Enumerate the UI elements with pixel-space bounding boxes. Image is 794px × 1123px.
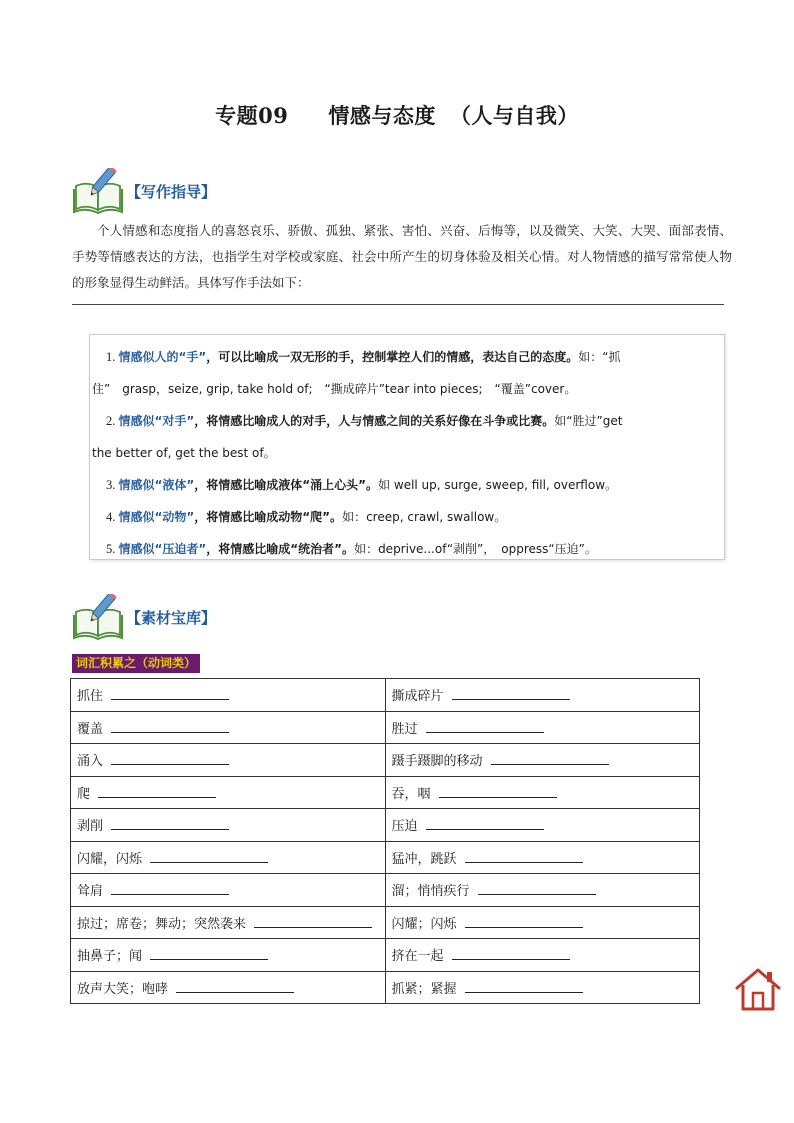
vocab-term: 抓住 xyxy=(77,689,104,705)
table-row xyxy=(71,776,700,809)
vocab-cell xyxy=(71,906,386,939)
vocab-term: 撕成碎片 xyxy=(391,689,444,705)
method-list xyxy=(89,334,725,560)
vocab-cell xyxy=(71,744,386,777)
title-name: 情感与态度 xyxy=(328,103,436,128)
method-item-4: 4. 情感似“动物”，将情感比喻成动物“爬”。如：creep, crawl, swallow。 xyxy=(106,510,507,524)
answer-blank[interactable] xyxy=(465,981,583,993)
table-row xyxy=(71,906,700,939)
method-item-1-cont: 住” grasp，seize, grip, take hold of; “撕成碎片”tear into pieces; “覆盖”cover。 xyxy=(92,382,577,396)
method-3-desc: ，将情感比喻成液体“涌上心头”。 xyxy=(194,478,379,492)
answer-blank[interactable] xyxy=(491,753,609,765)
answer-blank[interactable] xyxy=(111,753,229,765)
method-2-tail: 如“胜过”get xyxy=(554,414,623,428)
vocab-term: 蹑手蹑脚的移动 xyxy=(391,754,483,770)
answer-blank[interactable] xyxy=(254,916,372,928)
intro-paragraph: 个人情感和态度指人的喜怒哀乐、骄傲、孤独、紧张、害怕、兴奋、后悔等，以及微笑、大笑、大哭、面部表情、手势等情感表达的方法，也指学生对学校或家庭、社会中所产生的切身体验及相关心情。对人物情感的描写常常使人物的形象显得生动鲜活。具体写作手法如下： xyxy=(72,223,732,290)
answer-blank[interactable] xyxy=(111,721,229,733)
vocab-cell xyxy=(71,971,386,1004)
vocab-term: 爬 xyxy=(77,786,91,802)
vocab-term: 吞，咽 xyxy=(391,786,431,802)
vocab-cell xyxy=(385,906,700,939)
home-icon[interactable] xyxy=(734,966,782,1012)
answer-blank[interactable] xyxy=(465,851,583,863)
vocab-term: 闪耀，闪烁 xyxy=(77,851,143,867)
method-5-desc: ，将情感比喻成“统治者”。 xyxy=(206,542,355,556)
answer-blank[interactable] xyxy=(150,948,268,960)
vocab-table xyxy=(70,678,700,1004)
vocab-term: 溜；悄悄疾行 xyxy=(391,884,470,900)
section-guide-label: 【写作指导】 xyxy=(126,183,217,201)
method-1-desc: ，可以比喻成一双无形的手，控制掌控人们的情感，表达自己的态度。 xyxy=(206,350,579,364)
answer-blank[interactable] xyxy=(150,851,268,863)
method-1-tail: 如：“抓 xyxy=(578,350,621,364)
divider xyxy=(72,304,724,305)
vocab-category-tag: 词汇积累之（动词类） xyxy=(72,654,200,673)
vocab-cell xyxy=(385,776,700,809)
method-4-desc: ，将情感比喻成动物“爬”。 xyxy=(194,510,343,524)
method-5-head: 情感似“压迫者” xyxy=(118,542,207,556)
vocab-term: 剥削 xyxy=(77,819,104,835)
vocab-term: 涌入 xyxy=(77,754,104,770)
method-item-2: 2. 情感似“对手”，将情感比喻成人的对手，人与情感之间的关系好像在斗争或比赛。如“胜过”get xyxy=(106,414,623,428)
table-row xyxy=(71,939,700,972)
method-1-head: 情感似人的“手” xyxy=(118,350,207,364)
vocab-cell xyxy=(385,841,700,874)
vocab-term: 胜过 xyxy=(391,721,418,737)
vocab-term: 耸肩 xyxy=(77,884,104,900)
section-guide-header xyxy=(72,166,216,214)
method-3-head: 情感似“液体” xyxy=(118,478,195,492)
method-4-head: 情感似“动物” xyxy=(118,510,195,524)
vocab-cell xyxy=(71,874,386,907)
answer-blank[interactable] xyxy=(111,883,229,895)
vocab-cell xyxy=(385,971,700,1004)
vocab-cell xyxy=(385,874,700,907)
page-title xyxy=(0,100,794,130)
answer-blank[interactable] xyxy=(452,948,570,960)
method-item-1: 1. 情感似人的“手”，可以比喻成一双无形的手，控制掌控人们的情感，表达自己的态度。如：“抓 xyxy=(106,350,621,364)
answer-blank[interactable] xyxy=(452,688,570,700)
vocab-term: 放声大笑；咆哮 xyxy=(77,981,169,997)
vocab-cell xyxy=(385,744,700,777)
answer-blank[interactable] xyxy=(426,721,544,733)
vocab-cell xyxy=(71,776,386,809)
vocab-cell xyxy=(71,679,386,712)
vocab-cell xyxy=(71,841,386,874)
method-2-desc: ，将情感比喻成人的对手，人与情感之间的关系好像在斗争或比赛。 xyxy=(194,414,555,428)
table-row xyxy=(71,809,700,842)
title-sub: （人与自我） xyxy=(449,103,579,128)
vocab-term: 猛冲，跳跃 xyxy=(391,851,457,867)
vocab-cell xyxy=(71,809,386,842)
title-topic: 专题09 xyxy=(215,103,289,128)
answer-blank[interactable] xyxy=(111,688,229,700)
table-row xyxy=(71,744,700,777)
method-5-tail: 如：deprive...of“剥削”， oppress“压迫”。 xyxy=(354,542,597,556)
answer-blank[interactable] xyxy=(111,818,229,830)
answer-blank[interactable] xyxy=(439,786,557,798)
table-row xyxy=(71,841,700,874)
section-bank-label: 【素材宝库】 xyxy=(126,609,217,627)
book-pencil-icon xyxy=(72,594,124,640)
method-item-2-cont: the better of, get the best of。 xyxy=(92,446,276,460)
vocab-cell xyxy=(385,809,700,842)
section-bank-header xyxy=(72,592,216,640)
answer-blank[interactable] xyxy=(176,981,294,993)
book-pencil-icon xyxy=(72,168,124,214)
answer-blank[interactable] xyxy=(426,818,544,830)
vocab-term: 压迫 xyxy=(391,819,418,835)
table-row xyxy=(71,971,700,1004)
method-2-head: 情感似“对手” xyxy=(118,414,195,428)
vocab-term: 覆盖 xyxy=(77,721,104,737)
answer-blank[interactable] xyxy=(478,883,596,895)
vocab-cell xyxy=(71,939,386,972)
vocab-cell xyxy=(385,679,700,712)
vocab-term: 抽鼻子；闻 xyxy=(77,949,143,965)
vocab-cell xyxy=(385,939,700,972)
vocab-cell xyxy=(71,711,386,744)
vocab-term: 抓紧；紧握 xyxy=(391,981,457,997)
vocab-term: 掠过；席卷；舞动；突然袭来 xyxy=(77,916,247,932)
method-3-tail: 如 well up, surge, sweep, fill, overflow。 xyxy=(378,478,618,492)
method-item-5: 5. 情感似“压迫者”，将情感比喻成“统治者”。如：deprive...of“剥削”， oppress“压迫”。 xyxy=(106,542,597,556)
method-item-3: 3. 情感似“液体”，将情感比喻成液体“涌上心头”。如 well up, surge, sweep, fill, overflow。 xyxy=(106,478,618,492)
answer-blank[interactable] xyxy=(465,916,583,928)
table-row xyxy=(71,711,700,744)
answer-blank[interactable] xyxy=(98,786,216,798)
vocab-term: 闪耀；闪烁 xyxy=(391,916,457,932)
table-row xyxy=(71,874,700,907)
table-row xyxy=(71,679,700,712)
vocab-cell xyxy=(385,711,700,744)
method-4-tail: 如：creep, crawl, swallow。 xyxy=(342,510,507,524)
vocab-term: 挤在一起 xyxy=(391,949,444,965)
